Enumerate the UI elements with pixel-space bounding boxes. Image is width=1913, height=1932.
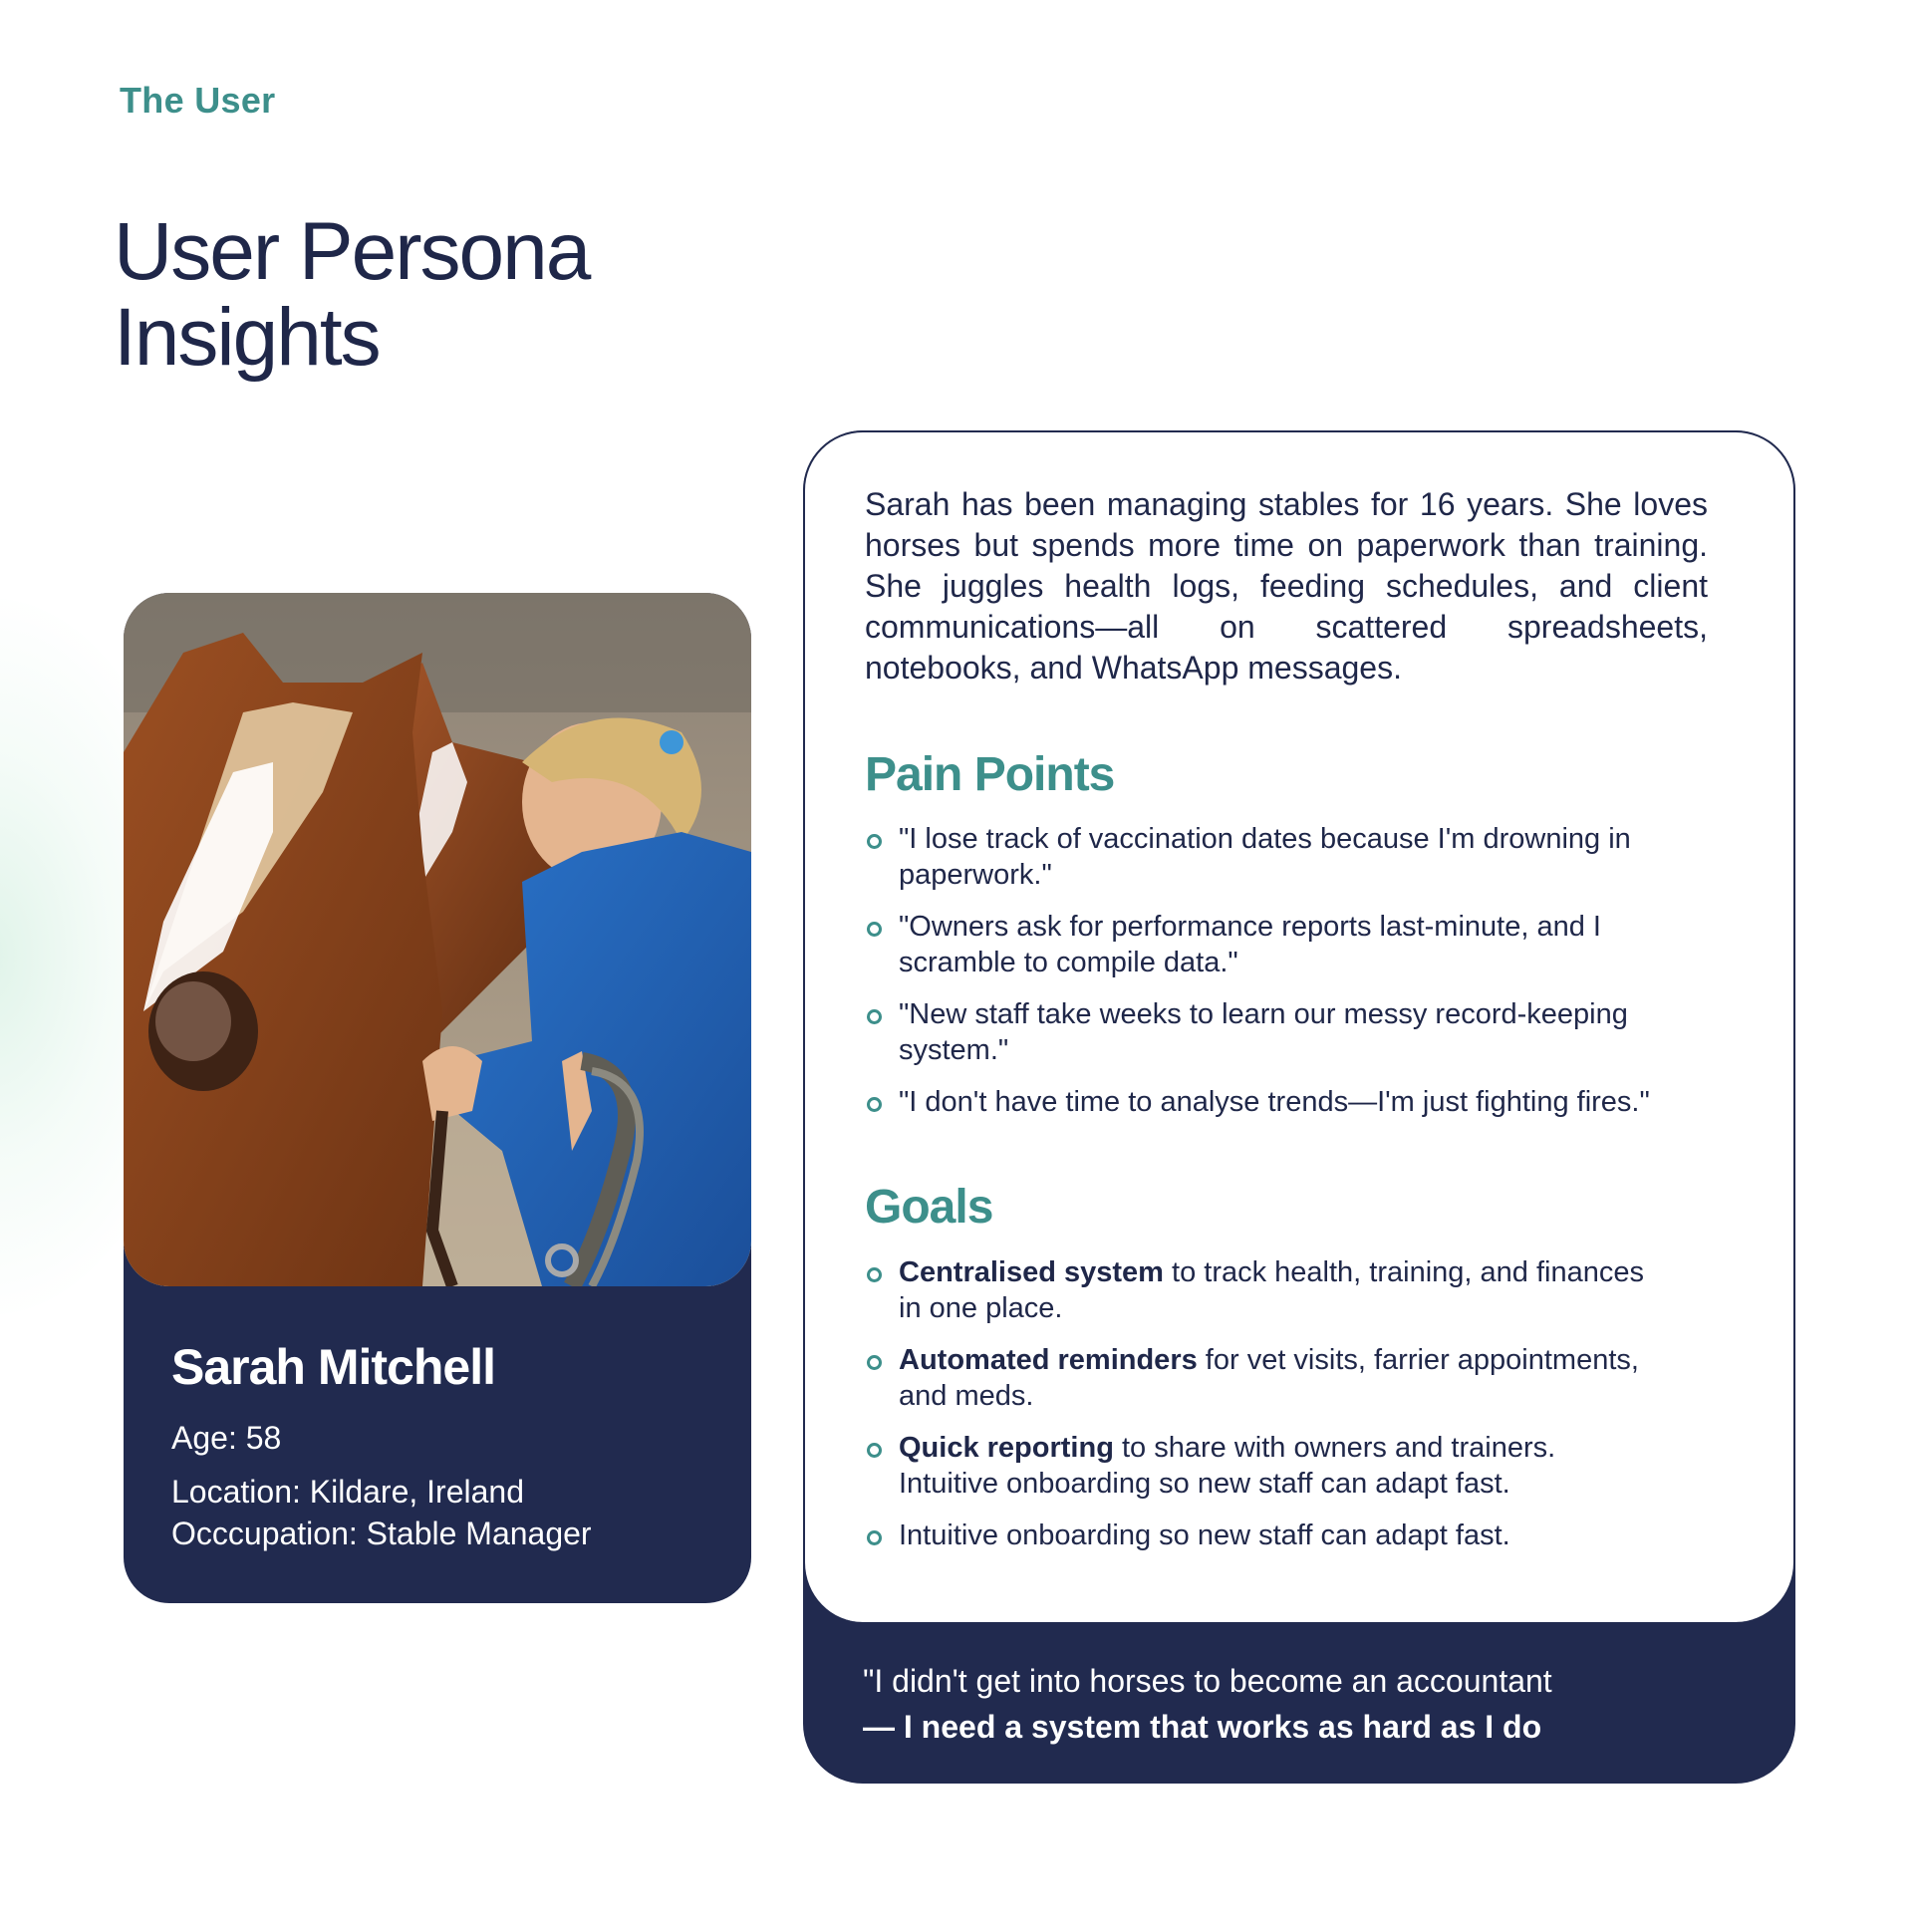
list-item — [865, 996, 1652, 1068]
quote-line-2: — I need a system that works as hard as I do — [863, 1709, 1542, 1745]
page-title-line-2: Insights — [114, 292, 380, 383]
bullet-icon — [867, 834, 882, 849]
photo-of-woman-with-horses-icon — [124, 593, 751, 1286]
list-item — [865, 909, 1652, 980]
bullet-icon — [867, 1355, 882, 1370]
list-item — [865, 821, 1652, 893]
goal-highlight: Automated reminders — [899, 1344, 1198, 1376]
goal-text: Intuitive onboarding so new staff can adapt fast. — [899, 1519, 1510, 1551]
page-title-line-1: User Persona — [114, 206, 590, 297]
persona-quote — [863, 1658, 1740, 1750]
goal-text: to share with owners and trainers. Intuitive onboarding so new staff can adapt fast. — [899, 1432, 1556, 1500]
goal-highlight: Quick reporting — [899, 1432, 1114, 1464]
profile-age: Age: 58 — [171, 1420, 282, 1456]
list-item — [865, 1254, 1652, 1326]
goal-text: for vet visits, farrier appointments, and meds. — [899, 1344, 1639, 1412]
section-eyebrow: The User — [120, 80, 276, 121]
goals-list — [865, 1254, 1652, 1569]
pain-point-text: "New staff take weeks to learn our messy record-keeping system." — [899, 998, 1628, 1066]
bullet-icon — [867, 1267, 882, 1282]
page-title — [114, 206, 590, 383]
goals-heading: Goals — [865, 1181, 993, 1234]
pain-points-heading: Pain Points — [865, 748, 1115, 801]
pain-point-text: "I lose track of vaccination dates because I'm drowning in paperwork." — [899, 823, 1631, 891]
bullet-icon — [867, 1009, 882, 1024]
profile-occupation: Occcupation: Stable Manager — [171, 1516, 592, 1551]
list-item — [865, 1084, 1652, 1120]
bullet-icon — [867, 1443, 882, 1458]
bullet-icon — [867, 922, 882, 937]
profile-name: Sarah Mitchell — [171, 1339, 495, 1395]
goal-text: to track health, training, and finances in one place. — [899, 1256, 1644, 1324]
list-item — [865, 1342, 1652, 1414]
goal-highlight: Centralised system — [899, 1256, 1164, 1288]
insight-card — [803, 430, 1795, 1784]
bullet-icon — [867, 1097, 882, 1112]
profile-photo — [124, 593, 751, 1286]
list-item — [865, 1430, 1652, 1502]
quote-line-1: "I didn't get into horses to become an accountant — [863, 1663, 1552, 1699]
list-item — [865, 1518, 1652, 1553]
pain-points-list — [865, 821, 1652, 1136]
profile-location: Location: Kildare, Ireland — [171, 1474, 524, 1510]
persona-bio: Sarah has been managing stables for 16 years. She loves horses but spends more time on paperwork than training. She juggles health logs, feeding schedules, and client communications—all on scattered spreadsheets, notebooks, and WhatsApp messages. — [865, 486, 1708, 686]
pain-point-text: "Owners ask for performance reports last-minute, and I scramble to compile data." — [899, 911, 1601, 978]
insight-body — [803, 430, 1795, 1622]
profile-card — [124, 593, 751, 1603]
pain-point-text: "I don't have time to analyse trends—I'm just fighting fires." — [899, 1086, 1650, 1118]
bullet-icon — [867, 1530, 882, 1545]
